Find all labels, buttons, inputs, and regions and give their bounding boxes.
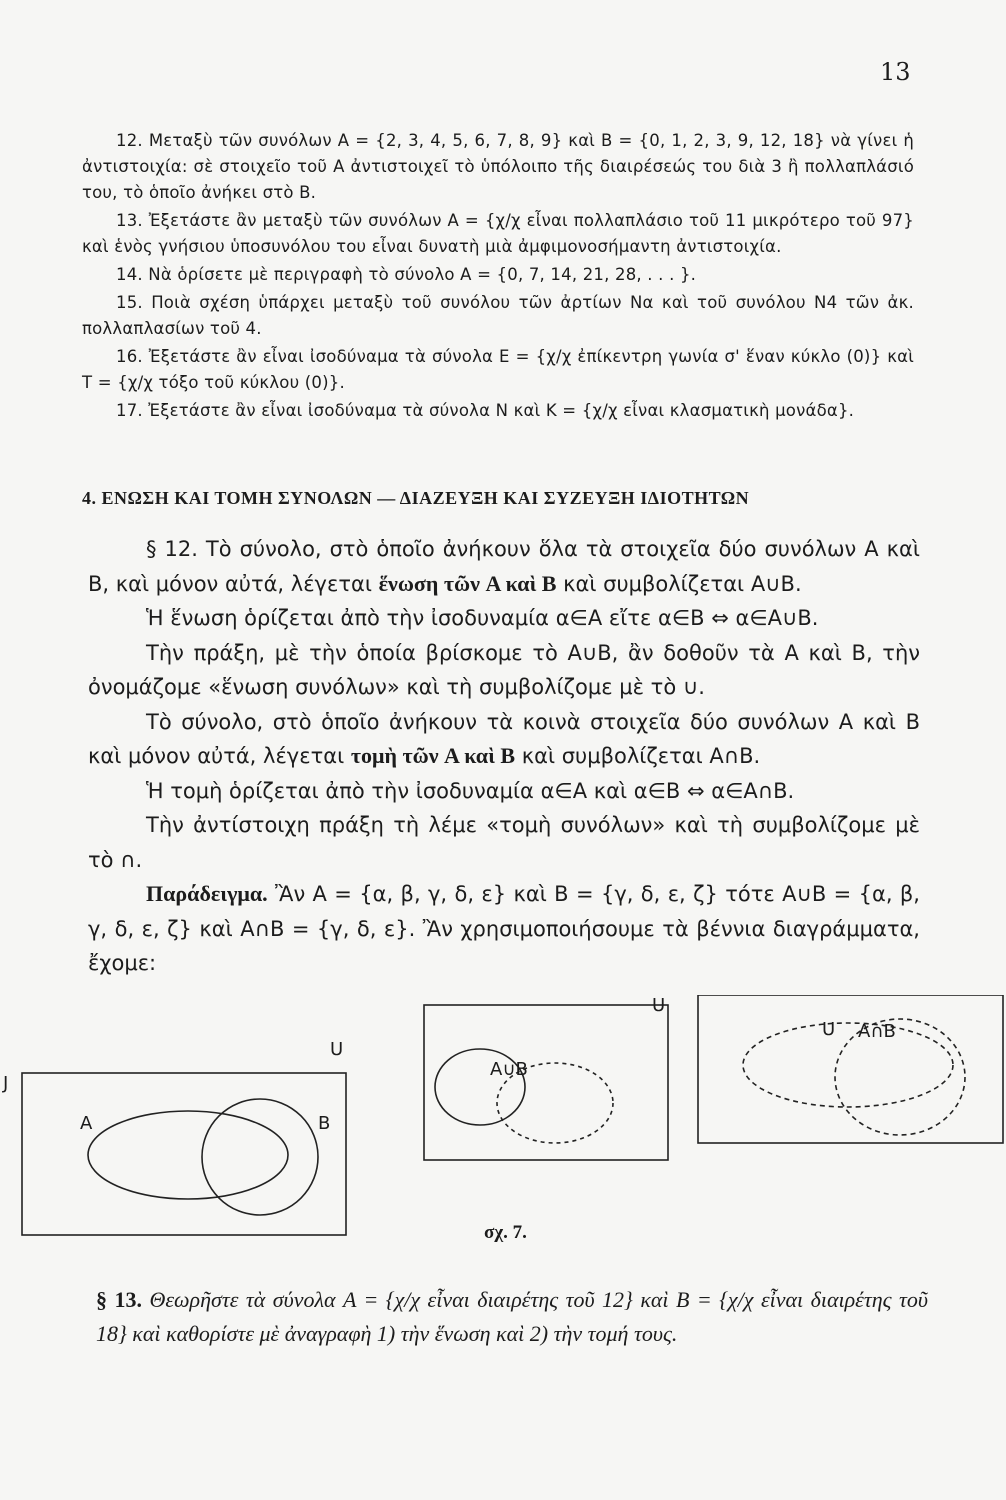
exercise-text: Μεταξὺ τῶν συνόλων A = {2, 3, 4, 5, 6, 7, 8, 9} καὶ B = {0, 1, 2, 3, 9, 12, 18} νὰ γίνει ἡ ἀντιστοιχία: σὲ στοιχεῖο τοῦ A ἀντιστοιχεῖ τὸ ὑπόλοιπο τῆς διαιρέσεώς του διὰ 3 ἢ πολλαπλάσιό του, τὸ ὁποῖο ἀνήκει στὸ B. xyxy=(82,131,914,202)
union-definition xyxy=(88,532,920,601)
section-sign: § 12. xyxy=(146,537,198,561)
section-sign: § 13. xyxy=(96,1287,142,1312)
term-union: ἕνωση τῶν A καὶ B xyxy=(378,570,557,596)
exercise-number: 16. xyxy=(116,347,143,366)
exercise-list xyxy=(82,128,914,426)
set-a-label: A xyxy=(80,1113,93,1134)
figure-caption: σχ. 7. xyxy=(484,1222,527,1243)
intersection-definition xyxy=(88,705,920,774)
section-12 xyxy=(88,532,920,981)
exercise-13 xyxy=(82,208,914,260)
exercise-16 xyxy=(82,344,914,396)
set-b-circle-1 xyxy=(202,1099,318,1215)
exercise-text: Ποιὰ σχέση ὑπάρχει μεταξὺ τοῦ συνόλου τῶν ἀρτίων Nα καὶ τοῦ συνόλου N4 τῶν ἀκ. πολλαπλασίων τοῦ 4. xyxy=(82,293,914,338)
text-run: καὶ συμβολίζεται A∪B. xyxy=(563,571,802,596)
example-label: Παράδειγμα. xyxy=(146,881,268,906)
text-run: Τὸ σύνολο, στὸ ὁποῖο ἀνήκουν ὅλα τὰ στοιχεῖα δύο συνόλων A καὶ B, καὶ μόνον αὐτά, λέγεται xyxy=(88,537,920,596)
exercise-number: 15. xyxy=(116,293,143,312)
universe-rect-2 xyxy=(424,1005,668,1160)
universe-label-3: U xyxy=(822,1019,836,1040)
universe-label-1: U xyxy=(330,1039,344,1060)
example xyxy=(88,877,920,981)
exercise-text: Ἐξετάστε ἂν εἶναι ἰσοδύναμα τὰ σύνολα N καὶ K = {χ/χ εἶναι κλασματικὴ μονάδα}. xyxy=(148,401,855,420)
intersection-ellipse-a xyxy=(743,1023,953,1107)
exercise-number: 17. xyxy=(116,401,143,420)
section-heading: 4. ΕΝΩΣΗ ΚΑΙ ΤΟΜΗ ΣΥΝΟΛΩΝ — ΔΙΑΖΕΥΞΗ ΚΑΙ ΣΥΖΕΥΞΗ ΙΔΙΟΤΗΤΩΝ xyxy=(82,488,750,508)
exercise-number: 12. xyxy=(116,131,143,150)
page-number: 13 xyxy=(880,58,911,86)
text-run: καὶ συμβολίζεται A∩B. xyxy=(521,744,761,768)
edge-mark: J xyxy=(3,1073,9,1094)
union-equivalence: Ἡ ἕνωση ὁρίζεται ἀπὸ τὴν ἰσοδυναμία α∈A εἴτε α∈B ⇔ α∈A∪B. xyxy=(146,606,819,630)
venn-diagrams-figure xyxy=(0,995,1006,1245)
section-13-text: Θεωρῆστε τὰ σύνολα A = {χ/χ εἶναι διαιρέτης τοῦ 12} καὶ B = {χ/χ εἶναι διαιρέτης τοῦ 18} καὶ καθορίστε μὲ ἀναγραφὴ 1) τὴν ἕνωση καὶ 2) τὴν τομή τους. xyxy=(96,1287,928,1346)
exercise-text: Ἐξετάστε ἂν μεταξὺ τῶν συνόλων A = {χ/χ εἶναι πολλαπλάσιο τοῦ 11 μικρότερο τοῦ 97} καὶ ἑνὸς γνήσιου ὑποσυνόλου του εἶναι δυνατὴ μιὰ ἀμφιμονοσήμαντη ἀντιστοιχία. xyxy=(82,211,914,256)
exercise-text: Νὰ ὁρίσετε μὲ περιγραφὴ τὸ σύνολο A = {0, 7, 14, 21, 28, . . . }. xyxy=(148,265,697,284)
exercise-12 xyxy=(82,128,914,206)
universe-rect-1 xyxy=(22,1073,346,1235)
set-a-ellipse-1 xyxy=(88,1111,288,1199)
exercise-text: Ἐξετάστε ἂν εἶναι ἰσοδύναμα τὰ σύνολα E = {χ/χ ἐπίκεντρη γωνία σ' ἕναν κύκλο (0)} καὶ T = {χ/χ τόξο τοῦ κύκλου (0)}. xyxy=(82,347,914,392)
exercise-17 xyxy=(82,398,914,424)
text-run: Ἂν A = {α, β, γ, δ, ε} καὶ B = {γ, δ, ε, ζ} τότε A∪B = {α, β, γ, δ, ε, ζ} καὶ A∩B = {γ, δ, ε}. Ἂν χρησιμοποιήσουμε τὰ βέννια διαγράμματα, ἔχομε: xyxy=(88,882,920,975)
term-intersection: τομὴ τῶν A καὶ B xyxy=(350,743,516,768)
exercise-15 xyxy=(82,290,914,342)
exercise-14 xyxy=(82,262,914,288)
text-run: Τὸ σύνολο, στὸ ὁποῖο ἀνήκουν τὰ κοινὰ στοιχεῖα δύο συνόλων A καὶ B καὶ μόνον αὐτά, λέγεται xyxy=(88,709,920,768)
section-13 xyxy=(96,1283,928,1351)
intersection-circle-b xyxy=(835,1019,965,1135)
set-b-label: B xyxy=(318,1113,331,1134)
exercise-number: 14. xyxy=(116,265,143,284)
intersection-operation: Τὴν ἀντίστοιχη πράξη τὴ λέμε «τομὴ συνόλων» καὶ τὴ συμβολίζομε μὲ τὸ ∩. xyxy=(88,813,920,872)
union-label: A∪B xyxy=(490,1059,528,1080)
intersection-label: A∩B xyxy=(858,1021,896,1042)
universe-label-2: U xyxy=(652,995,666,1016)
venn-diagrams-svg xyxy=(0,995,1006,1245)
intersection-equivalence: Ἡ τομὴ ὁρίζεται ἀπὸ τὴν ἰσοδυναμία α∈A καὶ α∈B ⇔ α∈A∩B. xyxy=(146,778,795,803)
union-operation: Τὴν πράξη, μὲ τὴν ὁποία βρίσκομε τὸ A∪B, ἂν δοθοῦν τὰ A καὶ B, τὴν ὀνομάζομε «ἕνωση συνόλων» καὶ τὴ συμβολίζομε μὲ τὸ ∪. xyxy=(88,640,920,699)
exercise-number: 13. xyxy=(116,211,143,230)
